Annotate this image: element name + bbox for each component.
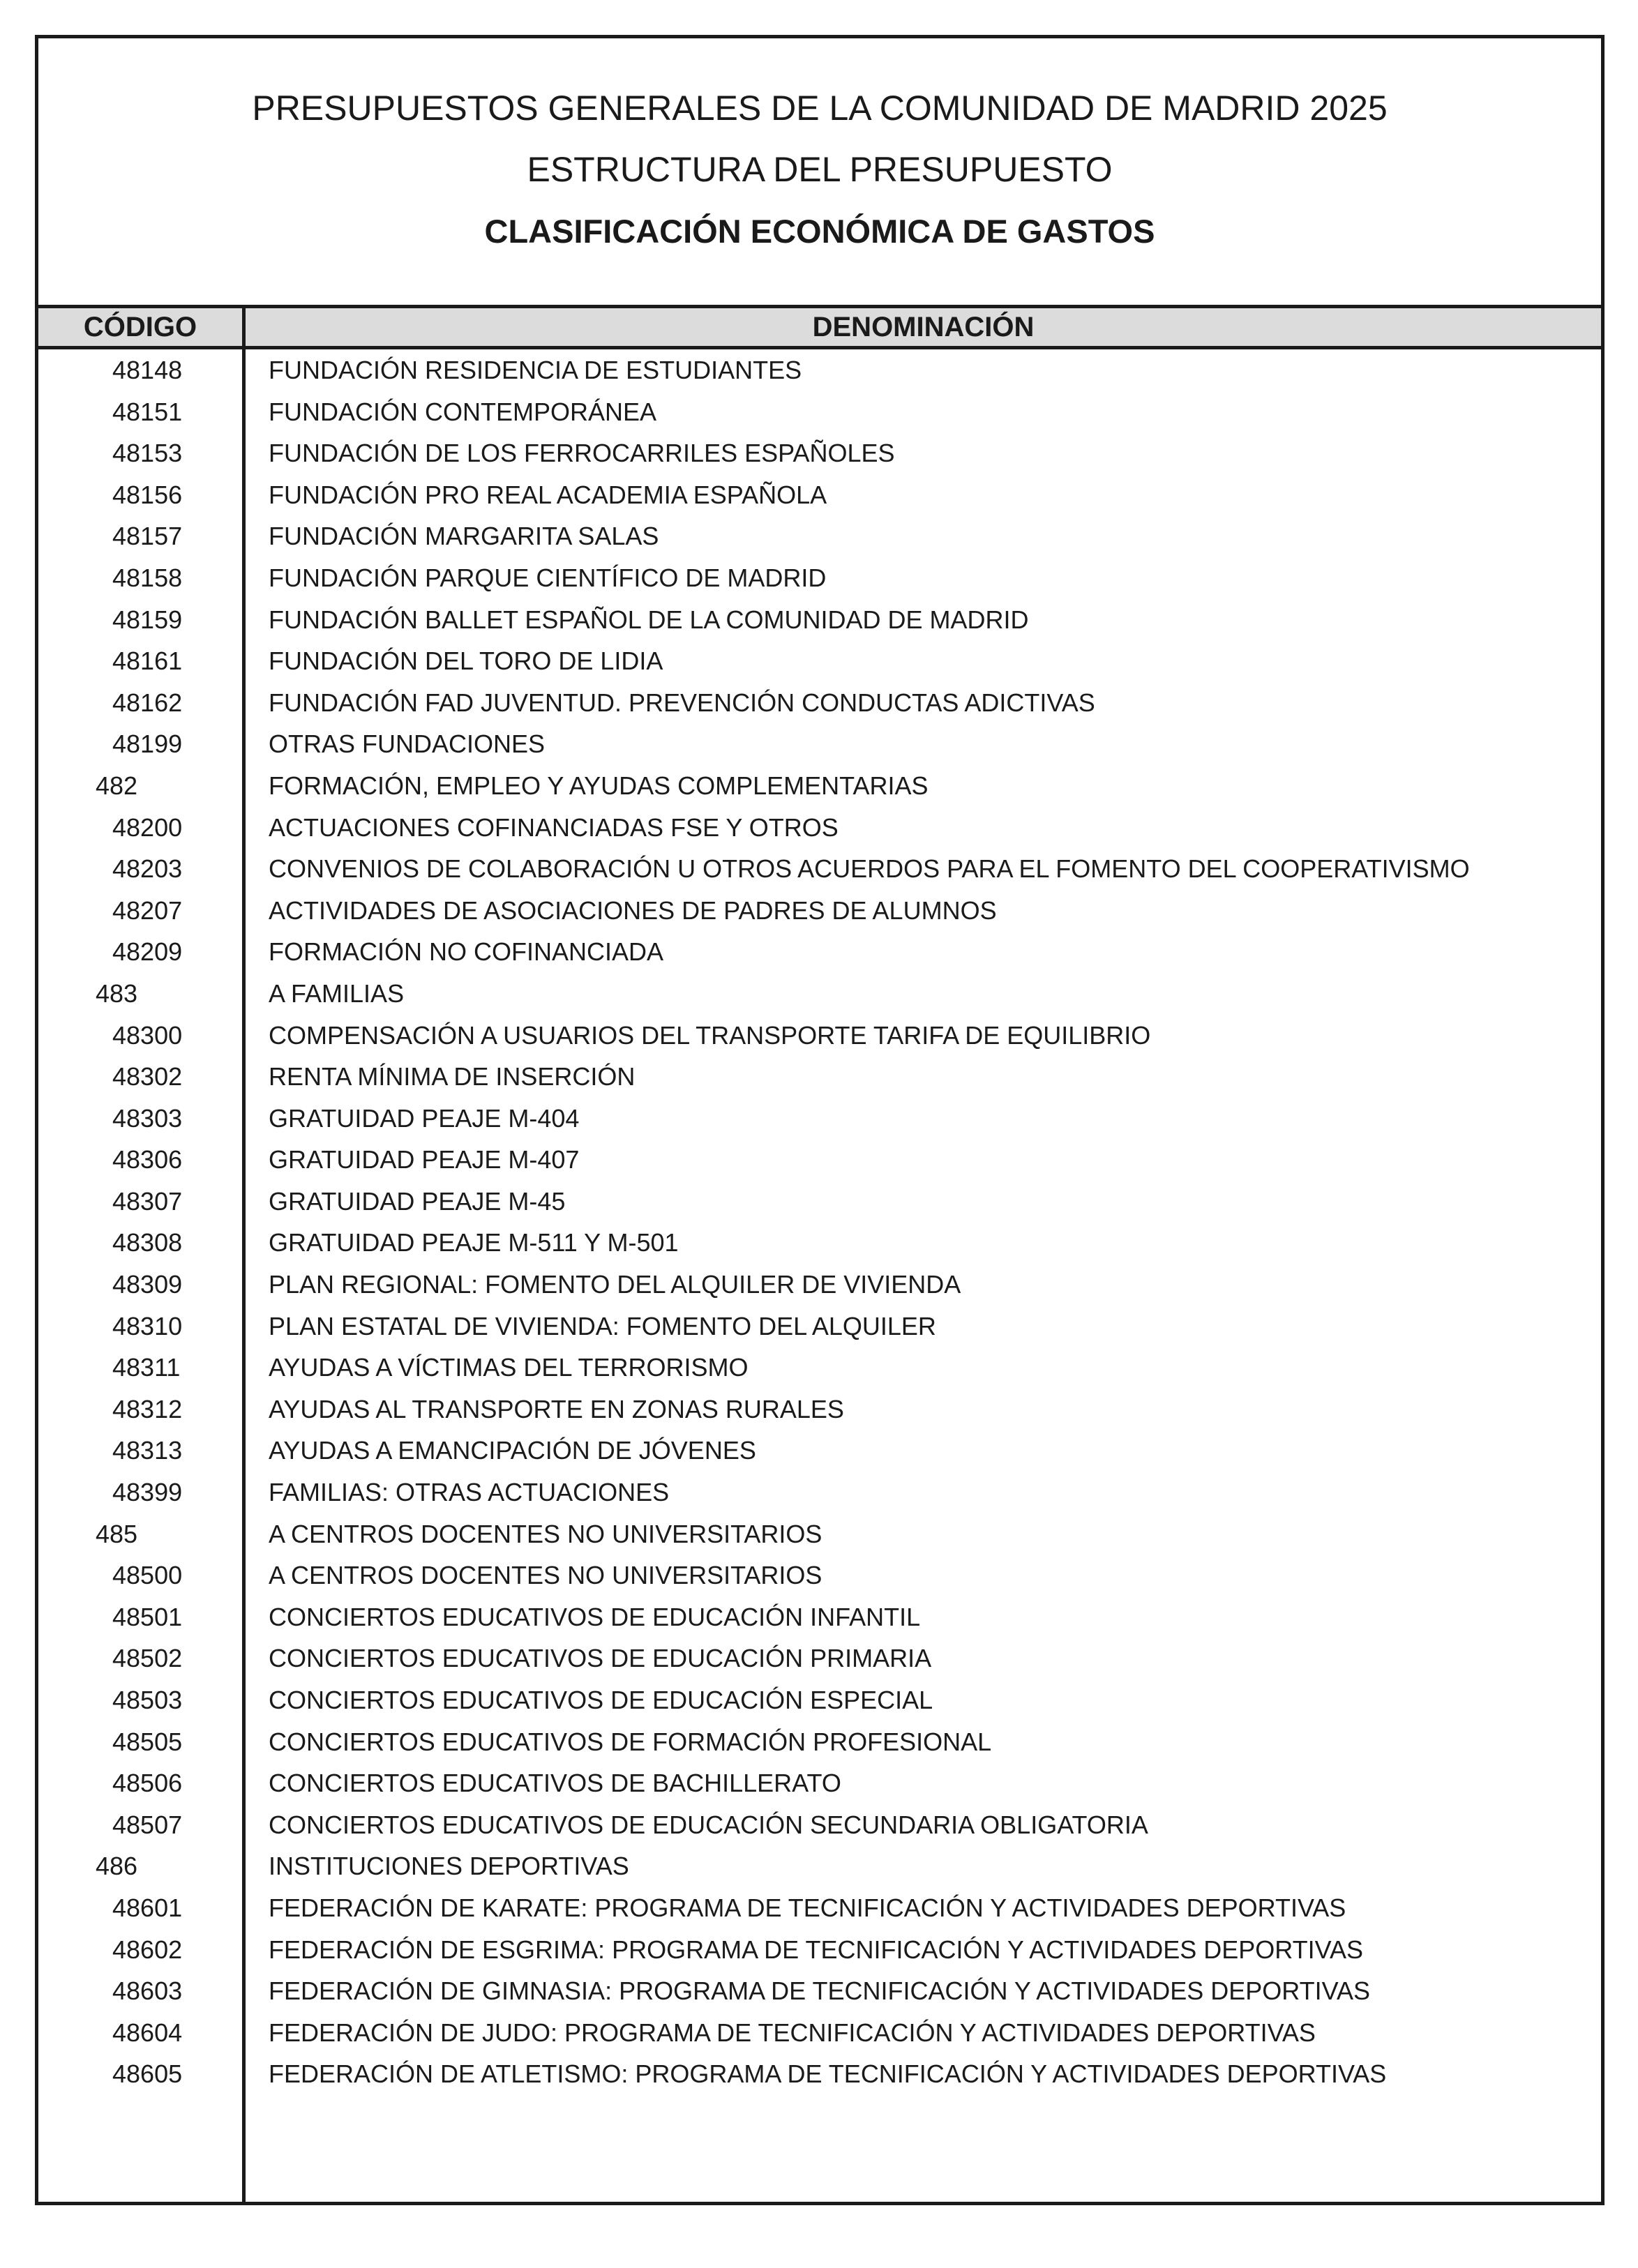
row-code: 482 [96, 771, 138, 800]
row-name: CONCIERTOS EDUCATIVOS DE FORMACIÓN PROFESIONAL [269, 1727, 992, 1756]
row-name: CONCIERTOS EDUCATIVOS DE EDUCACIÓN SECUNDARIA OBLIGATORIA [269, 1810, 1148, 1839]
row-code: 48602 [112, 1935, 183, 1964]
row-code: 48162 [112, 688, 183, 717]
row-code: 48199 [112, 729, 183, 759]
row-code: 486 [96, 1852, 138, 1881]
row-name: GRATUIDAD PEAJE M-407 [269, 1145, 580, 1174]
table-row [38, 1098, 1601, 1140]
table-row [38, 640, 1601, 682]
table-row [38, 1887, 1601, 1929]
table-row [38, 1679, 1601, 1721]
row-name: AYUDAS A EMANCIPACIÓN DE JÓVENES [269, 1436, 756, 1465]
row-name: AYUDAS AL TRANSPORTE EN ZONAS RURALES [269, 1394, 844, 1423]
row-name: CONCIERTOS EDUCATIVOS DE BACHILLERATO [269, 1769, 841, 1798]
table-row [38, 391, 1601, 433]
table-row [38, 973, 1601, 1015]
row-code: 48502 [112, 1644, 183, 1673]
row-name: FUNDACIÓN DE LOS FERROCARRILES ESPAÑOLES [269, 439, 895, 468]
table-row [38, 1222, 1601, 1264]
row-name: CONCIERTOS EDUCATIVOS DE EDUCACIÓN ESPECIAL [269, 1686, 933, 1714]
row-code: 48312 [112, 1394, 183, 1423]
row-name: A CENTROS DOCENTES NO UNIVERSITARIOS [269, 1561, 822, 1590]
table-row [38, 1762, 1601, 1804]
row-code: 48313 [112, 1436, 183, 1465]
row-name: FUNDACIÓN MARGARITA SALAS [269, 522, 659, 551]
row-name: FEDERACIÓN DE JUDO: PROGRAMA DE TECNIFICACIÓN Y ACTIVIDADES DEPORTIVAS [269, 2018, 1316, 2047]
table-row [38, 2012, 1601, 2054]
row-code: 48159 [112, 605, 183, 634]
row-code: 48506 [112, 1769, 183, 1798]
row-code: 48203 [112, 854, 183, 884]
table-row [38, 1721, 1601, 1763]
row-code: 48604 [112, 2018, 183, 2047]
row-name: A FAMILIAS [269, 978, 405, 1008]
row-name: FUNDACIÓN FAD JUVENTUD. PREVENCIÓN CONDUCTAS ADICTIVAS [269, 688, 1095, 717]
table-row [38, 1389, 1601, 1430]
row-name: ACTUACIONES COFINANCIADAS FSE Y OTROS [269, 812, 839, 842]
row-code: 48161 [112, 647, 183, 676]
row-name: FUNDACIÓN RESIDENCIA DE ESTUDIANTES [269, 356, 802, 384]
row-name: FUNDACIÓN CONTEMPORÁNEA [269, 397, 657, 426]
row-code: 483 [96, 978, 138, 1008]
row-name: FEDERACIÓN DE GIMNASIA: PROGRAMA DE TECNIFICACIÓN Y ACTIVIDADES DEPORTIVAS [269, 1976, 1370, 2006]
table-row [38, 890, 1601, 932]
row-name: CONCIERTOS EDUCATIVOS DE EDUCACIÓN INFANTIL [269, 1602, 921, 1631]
row-code: 48605 [112, 2059, 183, 2089]
table-row [38, 1513, 1601, 1555]
table-row [38, 1845, 1601, 1887]
row-name: FORMACIÓN, EMPLEO Y AYUDAS COMPLEMENTARIAS [269, 771, 929, 800]
table-row [38, 1015, 1601, 1057]
row-code: 48303 [112, 1103, 183, 1133]
row-code: 48505 [112, 1727, 183, 1756]
column-header-name: DENOMINACIÓN [812, 312, 1035, 342]
row-name: ACTIVIDADES DE ASOCIACIONES DE PADRES DE ALUMNOS [269, 895, 997, 925]
row-code: 48507 [112, 1810, 183, 1839]
table-row [38, 1056, 1601, 1098]
row-code: 48156 [112, 480, 183, 509]
row-code: 48207 [112, 895, 183, 925]
row-code: 48302 [112, 1062, 183, 1091]
row-code: 48157 [112, 522, 183, 551]
row-code: 48309 [112, 1270, 183, 1299]
row-code: 48500 [112, 1561, 183, 1590]
row-name: INSTITUCIONES DEPORTIVAS [269, 1852, 629, 1881]
section-title: CLASIFICACIÓN ECONÓMICA DE GASTOS [484, 213, 1155, 250]
table-row [38, 1638, 1601, 1679]
table-row [38, 1970, 1601, 2012]
row-code: 48503 [112, 1686, 183, 1714]
table-row [38, 1181, 1601, 1223]
table-body [38, 349, 1601, 2095]
table-row [38, 1430, 1601, 1472]
row-name: RENTA MÍNIMA DE INSERCIÓN [269, 1062, 636, 1091]
table-row [38, 1555, 1601, 1596]
row-code: 48307 [112, 1186, 183, 1216]
table-row [38, 432, 1601, 474]
table-row [38, 1139, 1601, 1181]
table-row [38, 515, 1601, 557]
row-code: 48311 [112, 1353, 181, 1382]
table-row [38, 474, 1601, 516]
row-code: 48308 [112, 1228, 183, 1257]
table-row [38, 1804, 1601, 1846]
row-name: FUNDACIÓN PRO REAL ACADEMIA ESPAÑOLA [269, 480, 827, 509]
row-code: 48151 [112, 397, 183, 426]
row-name: FUNDACIÓN DEL TORO DE LIDIA [269, 647, 663, 676]
table-header [38, 305, 1601, 349]
table-row [38, 1929, 1601, 1971]
table-row [38, 2053, 1601, 2095]
row-code: 48601 [112, 1893, 183, 1922]
row-name: FORMACIÓN NO COFINANCIADA [269, 937, 664, 967]
row-name: AYUDAS A VÍCTIMAS DEL TERRORISMO [269, 1353, 749, 1382]
table-row [38, 682, 1601, 724]
row-name: OTRAS FUNDACIONES [269, 729, 546, 759]
table-row [38, 723, 1601, 765]
table-row [38, 557, 1601, 599]
row-name: FEDERACIÓN DE KARATE: PROGRAMA DE TECNIFICACIÓN Y ACTIVIDADES DEPORTIVAS [269, 1893, 1346, 1922]
row-name: PLAN ESTATAL DE VIVIENDA: FOMENTO DEL ALQUILER [269, 1311, 936, 1340]
document-header [38, 38, 1601, 305]
row-name: GRATUIDAD PEAJE M-45 [269, 1186, 566, 1216]
row-name: COMPENSACIÓN A USUARIOS DEL TRANSPORTE TARIFA DE EQUILIBRIO [269, 1020, 1151, 1050]
row-code: 48153 [112, 439, 183, 468]
row-name: FEDERACIÓN DE ESGRIMA: PROGRAMA DE TECNIFICACIÓN Y ACTIVIDADES DEPORTIVAS [269, 1935, 1363, 1964]
budget-table-frame [35, 35, 1605, 2205]
table-row [38, 349, 1601, 391]
table-row [38, 1347, 1601, 1389]
row-code: 48148 [112, 356, 183, 384]
row-name: CONCIERTOS EDUCATIVOS DE EDUCACIÓN PRIMARIA [269, 1644, 932, 1673]
table-row [38, 848, 1601, 890]
row-name: FUNDACIÓN PARQUE CIENTÍFICO DE MADRID [269, 563, 827, 592]
table-row [38, 1596, 1601, 1638]
row-code: 48158 [112, 563, 183, 592]
table-row [38, 1306, 1601, 1347]
table-row [38, 1264, 1601, 1306]
row-name: FUNDACIÓN BALLET ESPAÑOL DE LA COMUNIDAD DE MADRID [269, 605, 1029, 634]
row-code: 48603 [112, 1976, 183, 2006]
table-row [38, 931, 1601, 973]
row-name: PLAN REGIONAL: FOMENTO DEL ALQUILER DE VIVIENDA [269, 1270, 961, 1299]
row-name: GRATUIDAD PEAJE M-404 [269, 1103, 580, 1133]
row-name: FEDERACIÓN DE ATLETISMO: PROGRAMA DE TECNIFICACIÓN Y ACTIVIDADES DEPORTIVAS [269, 2059, 1387, 2089]
row-name: FAMILIAS: OTRAS ACTUACIONES [269, 1478, 670, 1507]
table-row [38, 1472, 1601, 1513]
row-name: A CENTROS DOCENTES NO UNIVERSITARIOS [269, 1519, 822, 1548]
row-name: GRATUIDAD PEAJE M-511 Y M-501 [269, 1228, 679, 1257]
document-subtitle: ESTRUCTURA DEL PRESUPUESTO [527, 150, 1113, 189]
table-row [38, 599, 1601, 641]
row-code: 48501 [112, 1602, 183, 1631]
column-header-code: CÓDIGO [83, 312, 197, 342]
row-code: 48209 [112, 937, 183, 967]
document-title: PRESUPUESTOS GENERALES DE LA COMUNIDAD DE MADRID 2025 [252, 89, 1388, 128]
row-name: CONVENIOS DE COLABORACIÓN U OTROS ACUERDOS PARA EL FOMENTO DEL COOPERATIVISMO [269, 854, 1470, 884]
table-row [38, 765, 1601, 807]
table-row [38, 807, 1601, 849]
row-code: 48200 [112, 812, 183, 842]
row-code: 48300 [112, 1020, 183, 1050]
row-code: 485 [96, 1519, 138, 1548]
row-code: 48399 [112, 1478, 183, 1507]
row-code: 48306 [112, 1145, 183, 1174]
row-code: 48310 [112, 1311, 183, 1340]
